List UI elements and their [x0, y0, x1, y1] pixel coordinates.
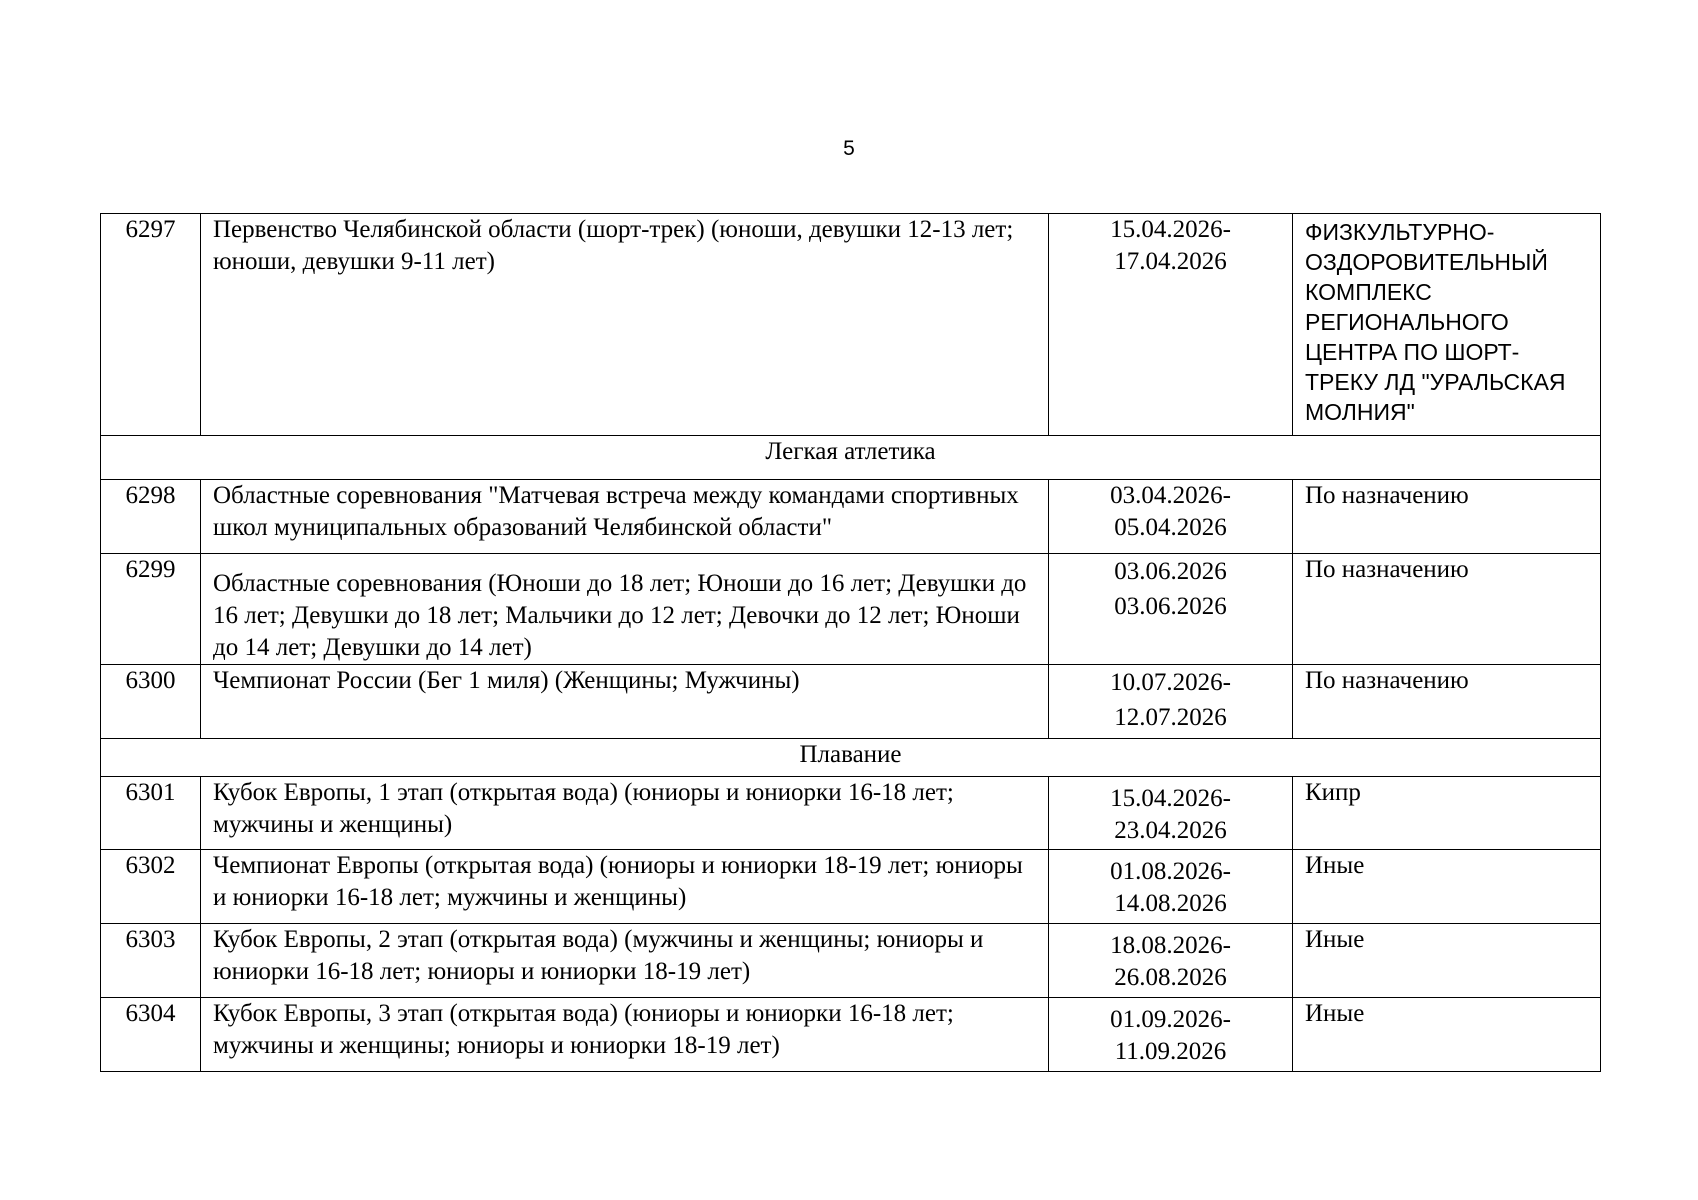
- event-place: Кипр: [1293, 777, 1601, 850]
- event-name: [201, 554, 1049, 665]
- event-dates: [1049, 480, 1293, 554]
- date-to: 05.04.2026: [1114, 514, 1227, 541]
- section-title-athletics: Легкая атлетика: [101, 436, 1601, 480]
- event-dates: [1049, 554, 1293, 665]
- date-to: 26.08.2026: [1114, 964, 1227, 991]
- section-row: [101, 739, 1601, 777]
- event-place: ФИЗКУЛЬТУРНО-ОЗДОРОВИТЕЛЬНЫЙ КОМПЛЕКС РЕГИОНАЛЬНОГО ЦЕНТРА ПО ШОРТ-ТРЕКУ ЛД "УРАЛЬСКАЯ МОЛНИЯ": [1293, 214, 1601, 436]
- event-name: Кубок Европы, 3 этап (открытая вода) (юниоры и юниорки 16-18 лет; мужчины и женщины; юниоры и юниорки 18-19 лет): [201, 998, 1049, 1072]
- date-from: 01.09.2026-: [1110, 1006, 1231, 1033]
- event-dates: [1049, 850, 1293, 924]
- table-row: [101, 998, 1601, 1072]
- table-row: [101, 665, 1601, 739]
- date-to: 17.04.2026: [1114, 248, 1227, 275]
- row-number: 6299: [101, 554, 201, 665]
- date-from: 03.06.2026: [1114, 558, 1227, 585]
- date-to: 03.06.2026: [1114, 593, 1227, 620]
- date-from: 15.04.2026-: [1110, 785, 1231, 812]
- row-number: 6297: [101, 214, 201, 436]
- event-dates: [1049, 665, 1293, 739]
- date-from: 03.04.2026-: [1110, 482, 1231, 509]
- page-number: 5: [843, 137, 855, 160]
- date-to: 11.09.2026: [1114, 1038, 1227, 1065]
- row-number: 6298: [101, 480, 201, 554]
- event-dates: [1049, 777, 1293, 850]
- event-name-text: Областные соревнования "Матчевая встреча между командами спортивных школ муниципальных образований Челябинской области": [213, 482, 1019, 541]
- row-number: 6304: [101, 998, 201, 1072]
- event-place: Иные: [1293, 850, 1601, 924]
- table-row: [101, 554, 1601, 665]
- event-dates: [1049, 214, 1293, 436]
- event-name: [201, 480, 1049, 554]
- event-place: По назначению: [1293, 665, 1601, 739]
- row-number: 6303: [101, 924, 201, 998]
- event-name: Чемпионат России (Бег 1 миля) (Женщины; Мужчины): [201, 665, 1049, 739]
- event-place: Иные: [1293, 998, 1601, 1072]
- table-row: [101, 214, 1601, 436]
- date-from: 15.04.2026-: [1110, 216, 1231, 243]
- event-name: Первенство Челябинской области (шорт-трек) (юноши, девушки 12-13 лет; юноши, девушки 9-11 лет): [201, 214, 1049, 436]
- table-row: [101, 777, 1601, 850]
- table-row: [101, 850, 1601, 924]
- table-row: [101, 480, 1601, 554]
- date-from: 10.07.2026-: [1110, 669, 1231, 696]
- section-row: [101, 436, 1601, 480]
- event-name-text: Областные соревнования (Юноши до 18 лет; Юноши до 16 лет; Девушки до 16 лет; Девушки до 18 лет; Мальчики до 12 лет; Девочки до 12 лет; Юноши до 14 лет; Девушки до 14 лет): [213, 570, 1027, 661]
- event-dates: [1049, 998, 1293, 1072]
- event-place: Иные: [1293, 924, 1601, 998]
- event-name: Кубок Европы, 1 этап (открытая вода) (юниоры и юниорки 16-18 лет; мужчины и женщины): [201, 777, 1049, 850]
- event-name: Кубок Европы, 2 этап (открытая вода) (мужчины и женщины; юниоры и юниорки 16-18 лет; юниоры и юниорки 18-19 лет): [201, 924, 1049, 998]
- date-to: 12.07.2026: [1114, 704, 1227, 731]
- date-from: 18.08.2026-: [1110, 932, 1231, 959]
- date-to: 23.04.2026: [1114, 817, 1227, 844]
- event-place: По назначению: [1293, 480, 1601, 554]
- row-number: 6302: [101, 850, 201, 924]
- section-title-swimming: Плавание: [101, 739, 1601, 777]
- date-to: 14.08.2026: [1114, 890, 1227, 917]
- event-place: По назначению: [1293, 554, 1601, 665]
- event-name: Чемпионат Европы (открытая вода) (юниоры и юниорки 18-19 лет; юниоры и юниорки 16-18 лет; мужчины и женщины): [201, 850, 1049, 924]
- schedule-table-container: [100, 213, 1600, 1072]
- table-row: [101, 924, 1601, 998]
- row-number: 6301: [101, 777, 201, 850]
- date-from: 01.08.2026-: [1110, 858, 1231, 885]
- schedule-table: [100, 213, 1601, 1072]
- event-dates: [1049, 924, 1293, 998]
- row-number: 6300: [101, 665, 201, 739]
